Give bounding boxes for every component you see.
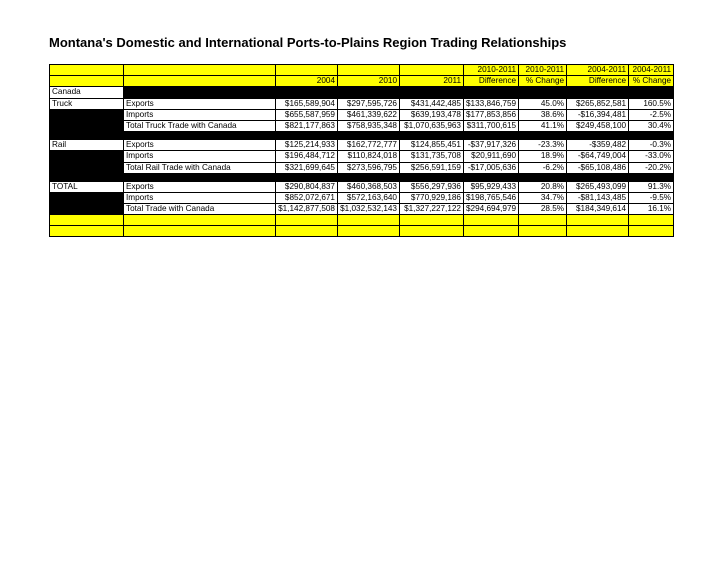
separator-bar (124, 87, 674, 98)
row-label: Exports (124, 140, 276, 151)
value-cell: $461,339,622 (338, 109, 400, 120)
value-cell: $249,458,100 (567, 121, 629, 132)
page-title: Montana's Domestic and International Ports-to-Plains Region Trading Relationships (49, 35, 567, 50)
value-cell: $162,772,777 (338, 140, 400, 151)
value-cell: 34.7% (519, 193, 567, 204)
header-cell: 2010-2011 (519, 65, 567, 76)
value-cell: 16.1% (629, 204, 674, 215)
value-cell: $265,493,099 (567, 181, 629, 192)
value-cell: 28.5% (519, 204, 567, 215)
header-cell (276, 65, 338, 76)
value-cell: 30.4% (629, 121, 674, 132)
table-row (50, 204, 674, 215)
value-cell: $1,032,532,143 (338, 204, 400, 215)
row-label: Total Rail Trade with Canada (124, 162, 276, 173)
table-row (50, 140, 674, 151)
mode-label: Rail (50, 140, 124, 151)
value-cell: -$37,917,326 (464, 140, 519, 151)
value-cell: $95,929,433 (464, 181, 519, 192)
value-cell: $196,484,712 (276, 151, 338, 162)
blank-cell (50, 109, 124, 120)
separator-row (50, 132, 674, 140)
header-cell (50, 65, 124, 76)
value-cell: $290,804,837 (276, 181, 338, 192)
value-cell: $1,142,877,508 (276, 204, 338, 215)
blank-cell (50, 121, 124, 132)
value-cell: $20,911,690 (464, 151, 519, 162)
header-cell: 2004 (276, 76, 338, 87)
table-row (50, 151, 674, 162)
value-cell: -33.0% (629, 151, 674, 162)
table-row (50, 98, 674, 109)
header-cell: 2004-2011 (629, 65, 674, 76)
table-row (50, 109, 674, 120)
value-cell: 38.6% (519, 109, 567, 120)
trade-table (49, 64, 674, 237)
blank-cell (50, 204, 124, 215)
value-cell: $321,699,645 (276, 162, 338, 173)
row-label: Total Trade with Canada (124, 204, 276, 215)
blank-cell (50, 193, 124, 204)
value-cell: $133,846,759 (464, 98, 519, 109)
header-cell: % Change (519, 76, 567, 87)
mode-label: TOTAL (50, 181, 124, 192)
header-cell: 2010 (338, 76, 400, 87)
value-cell: $110,824,018 (338, 151, 400, 162)
mode-label: Truck (50, 98, 124, 109)
header-cell: 2004-2011 (567, 65, 629, 76)
value-cell: $758,935,348 (338, 121, 400, 132)
value-cell: $265,852,581 (567, 98, 629, 109)
empty-yellow-row (50, 215, 674, 226)
header-cell (124, 76, 276, 87)
value-cell: -2.5% (629, 109, 674, 120)
header-cell (338, 65, 400, 76)
value-cell: $556,297,936 (400, 181, 464, 192)
blank-cell (50, 151, 124, 162)
value-cell: -$65,108,486 (567, 162, 629, 173)
value-cell: $852,072,671 (276, 193, 338, 204)
value-cell: $177,853,856 (464, 109, 519, 120)
row-label: Imports (124, 193, 276, 204)
value-cell: $297,595,726 (338, 98, 400, 109)
value-cell: $431,442,485 (400, 98, 464, 109)
value-cell: $460,368,503 (338, 181, 400, 192)
header-cell: Difference (567, 76, 629, 87)
value-cell: $770,929,186 (400, 193, 464, 204)
empty-yellow-row (50, 226, 674, 237)
value-cell: $131,735,708 (400, 151, 464, 162)
region-label: Canada (50, 87, 124, 98)
header-cell (124, 65, 276, 76)
value-cell: -$81,143,485 (567, 193, 629, 204)
value-cell: $273,596,795 (338, 162, 400, 173)
value-cell: $311,700,615 (464, 121, 519, 132)
value-cell: $165,589,904 (276, 98, 338, 109)
value-cell: -9.5% (629, 193, 674, 204)
table-row (50, 181, 674, 192)
value-cell: $572,163,640 (338, 193, 400, 204)
value-cell: $198,765,546 (464, 193, 519, 204)
value-cell: 160.5% (629, 98, 674, 109)
value-cell: $124,855,451 (400, 140, 464, 151)
header-cell: 2010-2011 (464, 65, 519, 76)
header-cell: 2011 (400, 76, 464, 87)
region-row (50, 87, 674, 98)
header-cell: Difference (464, 76, 519, 87)
value-cell: -$16,394,481 (567, 109, 629, 120)
value-cell: -20.2% (629, 162, 674, 173)
row-label: Total Truck Trade with Canada (124, 121, 276, 132)
value-cell: -0.3% (629, 140, 674, 151)
value-cell: -6.2% (519, 162, 567, 173)
value-cell: -23.3% (519, 140, 567, 151)
value-cell: 45.0% (519, 98, 567, 109)
row-label: Exports (124, 98, 276, 109)
value-cell: -$17,005,636 (464, 162, 519, 173)
table-row (50, 193, 674, 204)
value-cell: 18.9% (519, 151, 567, 162)
row-label: Imports (124, 151, 276, 162)
value-cell: -$359,482 (567, 140, 629, 151)
value-cell: $294,694,979 (464, 204, 519, 215)
row-label: Imports (124, 109, 276, 120)
header-row-1 (50, 65, 674, 76)
header-cell (50, 76, 124, 87)
value-cell: $1,070,635,963 (400, 121, 464, 132)
header-row-2 (50, 76, 674, 87)
row-label: Exports (124, 181, 276, 192)
value-cell: 91.3% (629, 181, 674, 192)
table-row (50, 162, 674, 173)
value-cell: $256,591,159 (400, 162, 464, 173)
value-cell: 20.8% (519, 181, 567, 192)
separator-row (50, 173, 674, 181)
value-cell: $125,214,933 (276, 140, 338, 151)
value-cell: 41.1% (519, 121, 567, 132)
table-row (50, 121, 674, 132)
value-cell: $1,327,227,122 (400, 204, 464, 215)
blank-cell (50, 162, 124, 173)
value-cell: -$64,749,004 (567, 151, 629, 162)
header-cell: % Change (629, 76, 674, 87)
value-cell: $184,349,614 (567, 204, 629, 215)
header-cell (400, 65, 464, 76)
value-cell: $821,177,863 (276, 121, 338, 132)
value-cell: $655,587,959 (276, 109, 338, 120)
value-cell: $639,193,478 (400, 109, 464, 120)
